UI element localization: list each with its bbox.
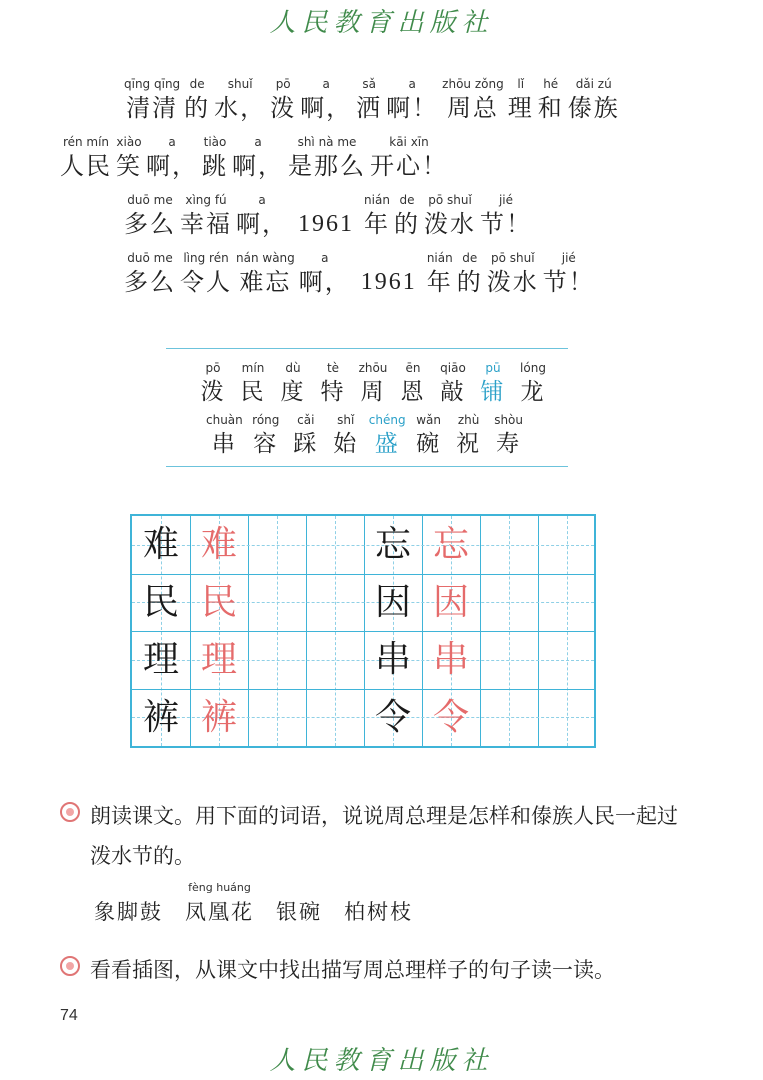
hanzi: 泼 <box>200 379 226 405</box>
ruby-token <box>180 192 232 240</box>
ruby-token <box>476 360 510 408</box>
hanzi: 啊， <box>300 94 353 122</box>
ruby-token <box>180 250 232 298</box>
ruby-token <box>492 412 526 460</box>
vocab-bottom-rule <box>166 466 568 467</box>
pinyin: hé <box>543 77 559 91</box>
model-character: 难 <box>142 524 179 565</box>
hanzi: 令人 <box>180 268 232 296</box>
ruby-token <box>356 360 390 408</box>
pinyin: ēn <box>405 361 421 375</box>
ruby-token <box>232 134 284 182</box>
exercise-bullet-icon <box>60 956 80 976</box>
hanzi: 人民 <box>60 152 112 180</box>
text-line <box>124 250 599 298</box>
hanzi: 清清 <box>126 94 179 122</box>
ruby-token <box>184 76 210 124</box>
pinyin: a <box>408 77 416 91</box>
hanzi: 理 <box>507 94 534 122</box>
pinyin: lóng <box>520 361 546 375</box>
pinyin: de <box>399 193 415 207</box>
pinyin: duō me <box>127 251 173 265</box>
pinyin: dǎi zú <box>575 77 612 91</box>
ruby-token <box>249 412 283 460</box>
pinyin: pō shuǐ <box>428 193 472 207</box>
vocab-row-1 <box>196 360 556 408</box>
ruby-token <box>206 412 243 460</box>
ruby-token <box>344 880 413 928</box>
hanzi: 跳 <box>202 152 228 180</box>
ruby-token <box>116 134 142 182</box>
pinyin: jié <box>561 251 576 265</box>
ruby-token <box>370 134 448 182</box>
text-line <box>124 192 536 240</box>
ruby-token <box>236 250 295 298</box>
hanzi: 水， <box>214 94 267 122</box>
ruby-token <box>146 134 198 182</box>
hanzi: 是那么 <box>288 152 366 180</box>
pinyin: qīng qīng <box>124 77 181 91</box>
hanzi: 啊， <box>236 210 288 238</box>
ruby-token <box>298 192 354 240</box>
model-character: 忘 <box>374 524 411 565</box>
hanzi: 盛 <box>374 431 400 457</box>
hanzi: 节！ <box>480 210 532 238</box>
publisher-footer: 人民教育出版社 <box>269 1046 494 1076</box>
ruby-token <box>568 76 620 124</box>
model-character: 民 <box>142 581 179 623</box>
ruby-token <box>427 250 453 298</box>
text-line <box>60 134 452 182</box>
hanzi: 寿 <box>496 431 522 457</box>
pinyin: sǎ <box>362 77 376 91</box>
hanzi: 踩 <box>293 431 319 457</box>
ruby-token <box>236 360 270 408</box>
ruby-token <box>508 76 534 124</box>
ruby-token <box>289 412 323 460</box>
hanzi: 度 <box>280 379 306 405</box>
hanzi: 凤凰花 <box>185 900 254 924</box>
hanzi: 敲 <box>440 379 466 405</box>
pinyin: tè <box>326 361 340 375</box>
text-line <box>124 76 624 124</box>
pinyin: nián <box>426 251 453 265</box>
pinyin: pō <box>275 77 291 91</box>
ruby-token <box>412 412 446 460</box>
page-number: 74 <box>60 1007 78 1024</box>
pinyin: de <box>189 77 205 91</box>
pinyin: a <box>254 135 262 149</box>
trace-character: 串 <box>432 639 469 680</box>
pinyin: wǎn <box>416 413 441 427</box>
pinyin: pō shuǐ <box>490 251 535 265</box>
pinyin: shì nà me <box>297 135 357 149</box>
hanzi: 节！ <box>542 268 595 296</box>
hanzi: 和 <box>537 94 564 122</box>
hanzi: 傣族 <box>567 94 620 122</box>
ruby-token <box>329 412 363 460</box>
hanzi: 笑 <box>116 152 142 180</box>
model-character: 因 <box>374 581 411 623</box>
ruby-token <box>424 192 476 240</box>
hanzi: 啊， <box>232 152 284 180</box>
ruby-token <box>436 360 470 408</box>
ruby-token <box>543 250 595 298</box>
ruby-token <box>487 250 539 298</box>
hanzi: 泼 <box>270 94 297 122</box>
pinyin: de <box>462 251 478 265</box>
pinyin: jié <box>498 193 514 207</box>
pinyin: zhù <box>457 413 480 427</box>
ruby-token <box>457 250 483 298</box>
hanzi: 周总 <box>446 94 499 122</box>
pinyin: shǐ <box>337 413 355 427</box>
hanzi: 铺 <box>480 379 506 405</box>
pinyin: shuǐ <box>227 77 253 91</box>
hanzi: 柏树枝 <box>344 900 413 924</box>
hanzi: 串 <box>211 431 237 457</box>
hanzi: 难忘 <box>239 268 292 296</box>
hanzi: 啊， <box>298 268 351 296</box>
trace-character: 因 <box>432 581 469 623</box>
ruby-token <box>94 880 163 928</box>
exercise-words <box>94 880 435 928</box>
trace-character: 令 <box>432 696 469 738</box>
hanzi: 象脚鼓 <box>94 900 163 924</box>
publisher-header: 人民教育出版社 <box>269 8 494 38</box>
ruby-token <box>316 360 350 408</box>
pinyin: tiào <box>203 135 227 149</box>
exercise-2-text: 看看插图，从课文中找出描写周总理样子的句子读一读。 <box>90 958 615 982</box>
ruby-token <box>452 412 486 460</box>
ruby-token <box>299 250 351 298</box>
model-character: 理 <box>142 639 179 680</box>
hanzi: 民 <box>240 379 266 405</box>
pinyin: rén mín <box>62 135 110 149</box>
trace-character: 难 <box>200 524 237 565</box>
ruby-token <box>442 76 504 124</box>
pinyin: dù <box>285 361 301 375</box>
hanzi: 容 <box>253 431 279 457</box>
pinyin: a <box>321 251 329 265</box>
ruby-token <box>538 76 564 124</box>
ruby-token <box>202 134 228 182</box>
hanzi: 幸福 <box>180 210 232 238</box>
pinyin: zhōu zǒng <box>442 77 504 91</box>
trace-character: 理 <box>200 639 237 680</box>
hanzi: 周 <box>360 379 386 405</box>
hanzi: 啊， <box>146 152 198 180</box>
hanzi: 年 <box>364 210 390 238</box>
pinyin: lìng rén <box>183 251 229 265</box>
pinyin: qiāo <box>440 361 466 375</box>
hanzi: 的 <box>394 210 420 238</box>
ruby-token <box>396 360 430 408</box>
hanzi: 1961 <box>360 269 417 295</box>
trace-character: 民 <box>200 581 237 623</box>
ruby-token <box>270 76 296 124</box>
hanzi: 银碗 <box>276 900 322 924</box>
model-character: 串 <box>374 639 411 680</box>
pinyin: pō <box>205 361 221 375</box>
hanzi: 洒 <box>356 94 383 122</box>
pinyin: pū <box>485 361 501 375</box>
pinyin: lǐ <box>517 77 525 91</box>
writing-grid <box>130 514 596 748</box>
pinyin: mín <box>241 361 265 375</box>
pinyin: shòu <box>494 413 523 427</box>
trace-character: 忘 <box>432 524 469 565</box>
vocab-row-2 <box>206 412 532 460</box>
ruby-token <box>185 880 254 928</box>
ruby-token <box>386 76 438 124</box>
model-character: 令 <box>374 696 411 738</box>
ruby-token <box>124 76 180 124</box>
pinyin: nán wàng <box>236 251 295 265</box>
pinyin: fèng huáng <box>188 881 251 894</box>
hanzi: 多么 <box>124 210 176 238</box>
pinyin: kāi xīn <box>389 135 429 149</box>
pinyin: cǎi <box>297 413 315 427</box>
pinyin: nián <box>364 193 390 207</box>
hanzi: 碗 <box>416 431 442 457</box>
ruby-token <box>124 250 176 298</box>
ruby-token <box>364 192 390 240</box>
pinyin: a <box>258 193 266 207</box>
ruby-token <box>124 192 176 240</box>
pinyin: a <box>322 77 330 91</box>
ruby-token <box>356 76 382 124</box>
pinyin: róng <box>252 413 280 427</box>
pinyin: duō me <box>127 193 173 207</box>
hanzi: 年 <box>426 268 453 296</box>
hanzi: 泼水 <box>424 210 476 238</box>
hanzi: 龙 <box>520 379 546 405</box>
pinyin: chéng <box>368 413 406 427</box>
ruby-token <box>214 76 266 124</box>
pinyin: xìng fú <box>185 193 227 207</box>
ruby-token <box>196 360 230 408</box>
exercise-1-text: 朗读课文。用下面的词语，说说周总理是怎样和傣族人民一起过泼水节的。 <box>90 804 678 868</box>
ruby-token <box>480 192 532 240</box>
pinyin: xiào <box>116 135 142 149</box>
vocab-top-rule <box>166 348 568 349</box>
hanzi: 的 <box>456 268 483 296</box>
hanzi: 特 <box>320 379 346 405</box>
ruby-token <box>288 134 366 182</box>
ruby-token <box>300 76 352 124</box>
hanzi: 泼水 <box>486 268 539 296</box>
ruby-token <box>236 192 288 240</box>
trace-character: 裤 <box>200 696 237 738</box>
exercise-1 <box>60 796 690 876</box>
ruby-token <box>60 134 112 182</box>
ruby-token <box>276 880 322 928</box>
ruby-token <box>276 360 310 408</box>
hanzi: 祝 <box>456 431 482 457</box>
ruby-token <box>361 250 417 298</box>
exercise-bullet-icon <box>60 802 80 822</box>
model-character: 裤 <box>142 696 179 738</box>
hanzi: 多么 <box>124 268 176 296</box>
pinyin: zhōu <box>358 361 388 375</box>
hanzi: 1961 <box>298 211 354 237</box>
hanzi: 恩 <box>400 379 426 405</box>
ruby-token <box>369 412 406 460</box>
hanzi: 始 <box>333 431 359 457</box>
hanzi: 开心！ <box>370 152 448 180</box>
pinyin: chuàn <box>206 413 243 427</box>
hanzi: 啊！ <box>386 94 439 122</box>
hanzi: 的 <box>184 94 211 122</box>
ruby-token <box>394 192 420 240</box>
exercise-2 <box>60 950 690 990</box>
ruby-token <box>516 360 550 408</box>
pinyin: a <box>168 135 176 149</box>
